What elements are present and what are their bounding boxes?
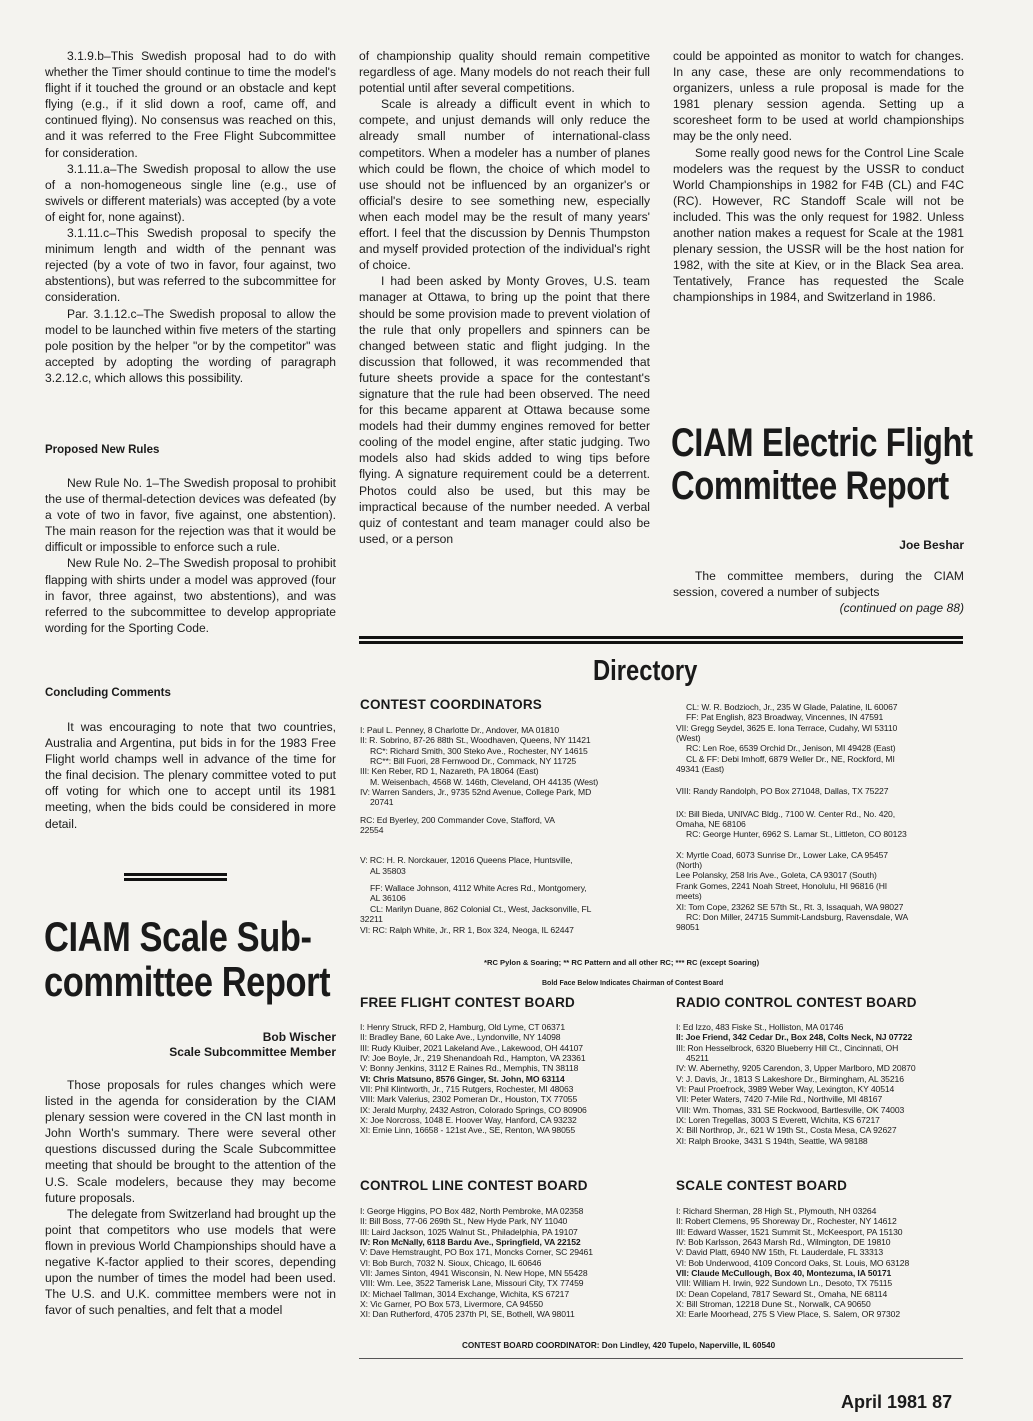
list-item: X: Bill Stroman, 12218 Dune St., Norwalk, CA 90650 [676, 1299, 871, 1310]
coordinator-region-v-rc: V: RC: H. R. Norckauer, 12016 Queens Place, Huntsville, [360, 855, 573, 866]
list-item: V: J. Davis, Jr., 1813 S Lakeshore Dr., Birmingham, AL 35216 [676, 1073, 904, 1084]
coordinator-region-vi-rc: VI: RC: Ralph White, Jr., RR 1, Box 324, Neoga, IL 62447 [360, 924, 574, 935]
middle-paragraph-2: Scale is already a difficult event in which to compete, and unjust demands will only reduce the already small number of international-class competitors. When a modeler has a number of planes which could be flown, the choice of which model to use should not be influenced by an organizer's or official's desire to see something new, especially when each model may be the result of many years' effort. I feel that the discussion by Dennis Thumpston and myself provided protection of the individual's right of choice. [359, 97, 650, 273]
scale-switzerland-paragraph: The delegate from Switzerland had brought up the point that competitors who use models that were flown in previous World Championships should have a negative K-factor applied to their scores, depending upon the number of times the model had been used. The U.S. and U.K. committee members were not in favor of such penalties, and felt that a model [45, 1206, 336, 1318]
coordinator-region-x-south: Lee Polansky, 258 Iris Ave., Goleta, CA 93017 (South) [676, 870, 877, 881]
contest-coordinators-list-right [676, 702, 966, 933]
coordinator-rc-pylon: RC*: Richard Smith, 300 Steko Ave., Rochester, NY 14615 [370, 745, 588, 756]
control-line-list [360, 1206, 660, 1320]
coordinator-region-vii-cl-ff: CL & FF: Debi Imhoff, 6879 Weller Dr., NE, Rockford, MI [686, 753, 895, 764]
list-item-chairman: II: Joe Friend, 342 Cedar Dr., Box 248, Colts Neck, NJ 07722 [676, 1032, 913, 1043]
list-item: II: Robert Clemens, 95 Shoreway Dr., Rochester, NY 14612 [676, 1216, 897, 1227]
list-item: XI: Ernie Linn, 16658 - 121st Ave., SE, Renton, WA 98055 [360, 1125, 576, 1136]
list-item: VII: Peter Waters, 7420 7-Mile Rd., Northville, MI 48167 [676, 1094, 883, 1105]
list-item: XI: Earle Moorhead, 275 S View Place, S. Salem, OR 97302 [676, 1309, 901, 1320]
list-item: IV: Joe Boyle, Jr., 219 Shenandoah Rd., Hampton, VA 23361 [360, 1053, 586, 1064]
bold-face-note: Bold Face Below Indicates Chairman of Contest Board [542, 980, 724, 987]
free-flight-list [360, 1022, 660, 1136]
coordinator-region-vii-cl-ff-zip: 49341 (East) [676, 764, 725, 775]
list-item: III: Rudy Kluiber, 2021 Lakeland Ave., Lakewood, OH 44107 [360, 1042, 583, 1053]
right-paragraph-1: could be appointed as monitor to watch for changes. In any case, these are only recommendations to organizers, unless a rule proposal is made for the 1981 plenary session agenda. Setting up a scoresheet form to be used at world championships may be the only need. [673, 49, 964, 144]
coordinator-region-xi: XI: Tom Cope, 23262 SE 57th St., Rt. 3, Issaquah, WA 98027 [676, 901, 904, 912]
list-item: XI: Dan Rutherford, 4705 237th Pl, SE, Bothell, WA 98011 [360, 1309, 575, 1320]
coordinator-region-xi-rc: RC: Don Miller, 24715 Summit-Landsburg, Ravensdale, WA [686, 911, 909, 922]
coordinator-region-xi-rc-zip: 98051 [676, 922, 700, 933]
list-item: III: Laird Jackson, 1025 Walnut St., Philadelphia, PA 19107 [360, 1226, 578, 1237]
list-item: IX: Michael Tallman, 3014 Exchange, Wichita, KS 67217 [360, 1288, 570, 1299]
list-item: IV: Bob Karlsson, 2643 Marsh Rd., Wilmington, DE 19810 [676, 1237, 891, 1248]
coordinator-region-i: I: Paul L. Penney, 8 Charlotte Dr., Andover, MA 01810 [360, 725, 560, 735]
list-item: VII: James Sinton, 4941 Wisconsin, N. New Hope, MN 55428 [360, 1268, 588, 1279]
page-number: 87 [932, 1392, 953, 1412]
list-item: V: Dave Hemstraught, PO Box 171, Moncks Corner, SC 29461 [360, 1247, 593, 1258]
middle-paragraph-3: I had been asked by Monty Groves, U.S. team manager at Ottawa, to bring up the point that there should be some provision made to prevent violation of the rule that only propellers and spinners can be changed between static and flight judging. In the discussion that followed, it was recommended that future sheets provide a space for the contestant's signature that the rule had been observed. The need for this became apparent at Ottawa because some models had their dummy engines removed for better cooling of the model engine, after static judging. Two models also had skids added to wing tips before flying. A signature requirement could be a deterrent. Photos could also be used, but this may be impractical because of the number needed. A verbal quiz of contestant and team manager could also be used, or a person [359, 274, 650, 546]
coordinator-region-iv-rc: RC: Ed Byerley, 200 Commander Cove, Stafford, VA [360, 814, 555, 825]
list-item: I: Henry Struck, RFD 2, Hamburg, Old Lyme, CT 06371 [360, 1022, 566, 1032]
radio-control-heading: RADIO CONTROL CONTEST BOARD [676, 995, 917, 1010]
list-item-chairman: VII: Claude McCullough, Box 40, Montezuma, IA 50171 [676, 1268, 892, 1279]
list-item: V: David Platt, 6940 NW 15th, Ft. Lauderdale, FL 33313 [676, 1247, 884, 1258]
list-item: III: Ron Hesselbrock, 6320 Blueberry Hill Ct., Cincinnati, OH [676, 1042, 899, 1053]
list-item: V: Bonny Jenkins, 3112 E Raines Rd., Memphis, TN 38118 [360, 1063, 579, 1074]
directory-bottom-rule [359, 1358, 963, 1359]
coordinator-region-iii-west: M. Weisenbach, 4568 W. 146th, Cleveland, OH 44135 (West) [370, 776, 599, 787]
scale-board-heading: SCALE CONTEST BOARD [676, 1178, 848, 1193]
list-item: VII: Phil Klintworth, Jr., 715 Rutgers, Rochester, MI 48063 [360, 1084, 574, 1095]
paragraph-3-1-11-c: 3.1.11.c–This Swedish proposal to specify the minimum length and width of the pennant was rejected (by a vote of two in favor, four against, two abstentions), but was referred to the subcommittee for consideration. [45, 226, 336, 305]
proposed-rules-block [45, 475, 336, 636]
coordinator-region-vi-ff: FF: Pat English, 823 Broadway, Vincennes, IN 47591 [686, 712, 884, 723]
coordinator-region-vii-west-tag: (West) [676, 733, 701, 744]
list-item: VI: Bob Burch, 7032 N. Sioux, Chicago, IL 60646 [360, 1257, 542, 1268]
list-item: VIII: Wm. Thomas, 331 SE Rockwood, Bartlesville, OK 74003 [676, 1104, 905, 1115]
coordinator-region-x-hawaii-tag: meets) [676, 891, 702, 902]
list-item: VI: Bob Underwood, 4109 Concord Oaks, St. Louis, MO 63128 [676, 1257, 910, 1268]
directory-title: Directory [593, 655, 698, 687]
coordinator-region-vii-west: VII: Gregg Seydel, 3625 E. Iona Terrace, Cudahy, WI 53110 [676, 722, 898, 733]
coordinator-region-v-rc-zip: AL 35803 [370, 865, 406, 876]
left-section-divider [124, 873, 227, 881]
byline-name: Bob Wischer [262, 1030, 336, 1044]
coordinator-region-v-cl: CL: Marilyn Duane, 862 Colonial Ct., West, Jacksonville, FL [370, 903, 592, 914]
middle-column [359, 48, 650, 547]
scale-intro-paragraph: Those proposals for rules changes which were listed in the agenda for consideration by the CIAM plenary session were covered in the CN last month in John Worth's summary. There were several other questions discussed during the Scale Subcommittee meeting that should be brought to the attention of the U.S. Scale modelers, because they may become future proposals. [45, 1078, 336, 1205]
list-item: IX: Dean Copeland, 7817 Seward St., Omaha, NE 68114 [676, 1288, 888, 1299]
coordinator-region-x-north: X: Myrtle Coad, 6073 Sunrise Dr., Lower Lake, CA 95457 [676, 849, 888, 860]
coordinator-region-vi-cl: CL: W. R. Bodzioch, Jr., 235 W Glade, Palatine, IL 60067 [686, 702, 898, 712]
right-column [673, 48, 964, 306]
coordinator-region-ix-zip: Omaha, NE 68106 [676, 819, 746, 830]
list-item: VIII: Mark Valerius, 2302 Pomeran Dr., Houston, TX 77055 [360, 1094, 578, 1105]
left-column [45, 48, 336, 386]
radio-control-list [676, 1022, 966, 1146]
list-item: IX: Loren Tregellas, 3003 S Everett, Wichita, KS 67217 [676, 1115, 880, 1126]
list-item: III: Edward Wasser, 1521 Summit St., McKeesport, PA 15130 [676, 1226, 903, 1237]
concluding-paragraph: It was encouraging to note that two countries, Australia and Argentina, put bids in for the 1983 Free Flight world champs well in advance of the time for the final decision. The plenary committee voted to put off voting for which one to accept until its 1981 meeting, when the bids could be considered in more detail. [45, 720, 336, 831]
coordinator-region-iv: IV: Warren Sanders, Jr., 9735 52nd Avenue, College Park, MD [360, 787, 592, 798]
scale-byline [45, 1030, 336, 1060]
scale-report-title: CIAM Scale Sub- committee Report [44, 913, 331, 1005]
list-item: X: Vic Garner, PO Box 573, Livermore, CA 94550 [360, 1299, 543, 1310]
directory-top-rule [359, 636, 963, 644]
right-paragraph-2: Some really good news for the Control Line Scale modelers was the request by the USSR to conduct World Championships in 1982 for F4B (CL) and F4C (RC). However, RC Standoff Scale will not be included. This was the only request for 1982. Unless another nation makes a request for Scale at the 1981 plenary session, the USSR will be the host nation for 1982, with the site at Kiev, or in the Black Sea area. Tentatively, France has requested the Scale championships in 1984, and Switzerland in 1986. [673, 145, 964, 305]
scale-report-body [45, 1077, 336, 1318]
coordinator-region-iv-zip: 20741 [370, 797, 394, 808]
list-item-chairman: IV: Ron McNally, 6118 Bardu Ave., Springfield, VA 22152 [360, 1237, 581, 1248]
coordinator-region-ii: II: R. Sobrino, 87-26 88th St., Woodhaven, Queens, NY 11421 [360, 735, 591, 746]
coordinator-region-v-cl-zip: 32211 [360, 914, 383, 925]
list-item: 45211 [686, 1053, 709, 1064]
coordinator-region-ix: IX: Bill Bieda, UNIVAC Bldg., 7100 W. Center Rd., No. 420, [676, 808, 896, 819]
new-rule-2-paragraph: New Rule No. 2–The Swedish proposal to prohibit flapping with shirts under a model was approved (four in favor, three against, two abstentions), and was referred to the subcommittee to develop appropriate wording for the Sporting Code. [45, 556, 336, 635]
issue-date: April 1981 [841, 1392, 928, 1412]
coordinator-region-v-ff-zip: AL 36106 [370, 893, 406, 904]
coordinator-region-viii: VIII: Randy Randolph, PO Box 271048, Dallas, TX 75227 [676, 786, 889, 797]
coordinator-region-vii-rc: RC: Len Roe, 6539 Orchid Dr., Jenison, MI 49428 (East) [686, 743, 896, 754]
list-item: XI: Ralph Brooke, 3431 S 194th, Seattle, WA 98188 [676, 1135, 868, 1146]
coordinator-region-iv-rc-zip: 22554 [360, 825, 384, 836]
coordinator-region-iii-east: III: Ken Reber, RD 1, Nazareth, PA 18064 (East) [360, 766, 539, 777]
paragraph-3-1-11-a: 3.1.11.a–The Swedish proposal to allow the use of a non-homogeneous single line (e.g., use of swivels or different materials) was accepted (by a vote of eight for, none against). [45, 161, 336, 224]
electric-byline: Joe Beshar [899, 538, 964, 552]
electric-paragraph: The committee members, during the CIAM session, covered a number of subjects [673, 569, 964, 600]
contest-board-coordinator: CONTEST BOARD COORDINATOR: Don Lindley, 420 Tupelo, Naperville, IL 60540 [462, 1341, 776, 1350]
list-item: VI: Paul Proefrock, 3989 Weber Way, Lexington, KY 40514 [676, 1084, 895, 1095]
list-item: II: Bill Boss, 77-06 269th St., New Hyde Park, NY 11040 [360, 1216, 568, 1227]
list-item: IX: Jerald Murphy, 2432 Astron, Colorado Springs, CO 80906 [360, 1104, 587, 1115]
concluding-block [45, 719, 336, 832]
list-item: II: Bradley Bane, 60 Lake Ave., Lyndonville, NY 14098 [360, 1032, 561, 1043]
free-flight-heading: FREE FLIGHT CONTEST BOARD [360, 995, 575, 1010]
list-item: X: Joe Norcross, 1048 E. Hoover Way, Hanford, CA 93232 [360, 1115, 577, 1126]
list-item: X: Bill Northrop, Jr., 621 W 19th St., Costa Mesa, CA 92627 [676, 1125, 897, 1136]
list-item: I: Richard Sherman, 28 High St., Plymouth, NH 03264 [676, 1206, 877, 1216]
electric-report-body [673, 568, 964, 616]
concluding-comments-heading: Concluding Comments [45, 687, 171, 699]
list-item: VIII: William H. Irwin, 922 Sundown Ln., Desoto, TX 75115 [676, 1278, 893, 1289]
list-item: I: Ed Izzo, 483 Fiske St., Holliston, MA 01746 [676, 1022, 844, 1032]
contest-coordinators-list-left [360, 725, 658, 935]
paragraph-3-1-12-c: Par. 3.1.12.c–The Swedish proposal to allow the model to be launched within five meters of the starting pole position by the helper "or by the competitor" was accepted by adopting the wording of paragraph 3.2.12.c, which allows this possibility. [45, 306, 336, 385]
coordinator-rc-pattern: RC**: Bill Fuori, 28 Fernwood Dr., Commack, NY 11725 [370, 756, 577, 767]
coordinator-footnote: *RC Pylon & Soaring; ** RC Pattern and all other RC; *** RC (except Soaring) [484, 958, 760, 967]
proposed-new-rules-heading: Proposed New Rules [45, 444, 160, 456]
paragraph-3-1-9-b: 3.1.9.b–This Swedish proposal had to do with whether the Timer should continue to time the model's flight if it touched the ground or an obstacle and kept flying (e.g., if it slid down a roof, came off, and continued flying). No consensus was reached on this, and it was referred to the Free Flight Subcommittee for consideration. [45, 49, 336, 160]
list-item-chairman: VI: Chris Matsuno, 8576 Ginger, St. John, MO 63114 [360, 1073, 565, 1084]
coordinator-region-x-north-tag: (North) [676, 860, 703, 871]
scale-board-list [676, 1206, 966, 1320]
list-item: IV: W. Abernethy, 9205 Carendon, 3, Upper Marlboro, MD 20870 [676, 1063, 916, 1074]
coordinator-region-ix-rc: RC: George Hunter, 6962 S. Lamar St., Littleton, CO 80123 [686, 829, 907, 840]
page-footer [841, 1392, 952, 1413]
contest-coordinators-heading: CONTEST COORDINATORS [360, 697, 543, 712]
continued-link[interactable]: (continued on page 88) [839, 601, 964, 616]
new-rule-1-paragraph: New Rule No. 1–The Swedish proposal to prohibit the use of thermal-detection devices was defeated (by a vote of two in favor, five against, one abstention). The main reason for the rejection was that it would be difficult or impossible to enforce such a rule. [45, 476, 336, 555]
middle-paragraph-1: of championship quality should remain competitive regardless of age. Many models do not reach their full potential until after several competitions. [359, 49, 650, 96]
list-item: VIII: Wm. Lee, 3522 Tamerisk Lane, Missouri City, TX 77459 [360, 1278, 584, 1289]
electric-report-title: CIAM Electric Flight Committee Report [671, 421, 973, 508]
control-line-heading: CONTROL LINE CONTEST BOARD [360, 1178, 588, 1193]
coordinator-region-x-hawaii: Frank Gomes, 2241 Noah Street, Honolulu, HI 96816 (HI [676, 880, 888, 891]
coordinator-region-v-ff: FF: Wallace Johnson, 4112 White Acres Rd., Montgomery, [370, 883, 587, 894]
byline-role: Scale Subcommittee Member [169, 1045, 336, 1059]
list-item: I: George Higgins, PO Box 482, North Pembroke, MA 02358 [360, 1206, 584, 1216]
